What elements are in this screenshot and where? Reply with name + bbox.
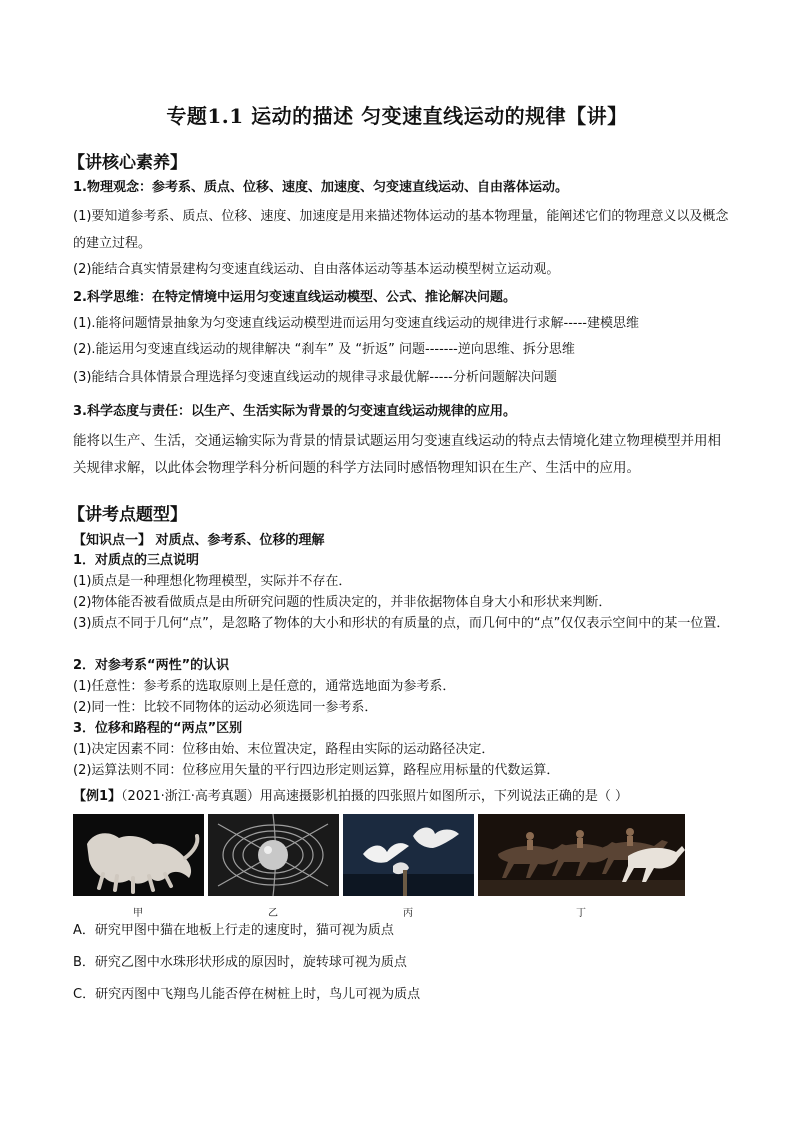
photo-jia-cat xyxy=(73,814,204,896)
caption-ding: 丁 xyxy=(576,908,586,919)
kaodian-line-2: (1)质点是一种理想化物理模型，实际并不存在． xyxy=(73,574,352,589)
photo-bing-birds xyxy=(343,814,474,896)
core-line-4: 2.科学思维：在特定情境中运用匀变速直线运动模型、公式、推论解决问题。 xyxy=(73,290,516,305)
section-heading-core: 【讲核心素养】 xyxy=(68,153,187,173)
kaodian-line-9: (1)决定因素不同：位移由始、末位置决定，路程由实际的运动路径决定． xyxy=(73,742,495,757)
core-line-1: 1.物理观念：参考系、质点、位移、速度、加速度、匀变速直线运动、自由落体运动。 xyxy=(73,180,568,195)
kaodian-line-7: (2)同一性：比较不同物体的运动必须选同一参考系． xyxy=(73,700,378,715)
example-question xyxy=(73,789,733,805)
caption-jia: 甲 xyxy=(133,908,143,919)
core-line-9: 能将以生产、生活，交通运输实际为背景的情景试题运用匀变速直线运动的特点去情境化建立物理模型并用相关规律求解，以此体会物理学科分析问题的科学方法同时感悟物理知识在生产、生活中的应用。 xyxy=(73,433,721,476)
core-line-6: (2).能运用匀变速直线运动的规律解决 “刹车” 及 “折返” 问题-------逆向思维、拆分思维 xyxy=(73,342,575,357)
caption-yi: 乙 xyxy=(268,908,278,919)
kaodian-line-1: 1．对质点的三点说明 xyxy=(73,553,200,568)
core-line-3: (2)能结合真实情景建构匀变速直线运动、自由落体运动等基本运动模型树立运动观。 xyxy=(73,262,560,277)
option-a: A．研究甲图中猫在地板上行走的速度时，猫可视为质点 xyxy=(73,923,394,938)
kaodian-line-6: (1)任意性：参考系的选取原则上是任意的，通常选地面为参考系． xyxy=(73,679,456,694)
kaodian-line-4: (3)质点不同于几何“点”，是忽略了物体的大小和形状的有质量的点，而几何中的“点”仅仅表示空间中的某一位置． xyxy=(73,616,730,631)
caption-bing: 丙 xyxy=(403,908,413,919)
kaodian-line-3: (2)物体能否被看做质点是由所研究问题的性质决定的，并非依据物体自身大小和形状来判断． xyxy=(73,595,612,610)
knowledge-point-heading: 【知识点一】 对质点、参考系、位移的理解 xyxy=(73,533,325,548)
kaodian-line-5: 2．对参考系“两性”的认识 xyxy=(73,658,230,673)
example-text: （2021·浙江·高考真题）用高速摄影机拍摄的四张照片如图所示，下列说法正确的是（ ） xyxy=(121,789,629,804)
core-line-2: (1)要知道参考系、质点、位移、速度、加速度是用来描述物体运动的基本物理量，能阐述它们的物理意义以及概念的建立过程。 xyxy=(73,209,729,251)
core-line-7: (3)能结合具体情景合理选择匀变速直线运动的规律寻求最优解-----分析问题解决问题 xyxy=(73,370,557,385)
kaodian-line-8: 3．位移和路程的“两点”区别 xyxy=(73,721,243,736)
option-c: C．研究丙图中飞翔鸟儿能否停在树桩上时，鸟儿可视为质点 xyxy=(73,987,421,1002)
page-title: 专题1.1 运动的描述 匀变速直线运动的规律【讲】 xyxy=(166,104,628,128)
section-heading-kaodian: 【讲考点题型】 xyxy=(68,505,187,525)
photo-ding-horse-rider xyxy=(478,814,685,896)
core-line-5: (1).能将问题情景抽象为匀变速直线运动模型进而运用匀变速直线运动的规律进行求解-----建模思维 xyxy=(73,316,640,331)
kaodian-line-10: (2)运算法则不同：位移应用矢量的平行四边形定则运算，路程应用标量的代数运算． xyxy=(73,763,560,778)
example-label: 【例1】 xyxy=(73,789,122,804)
option-b: B．研究乙图中水珠形状形成的原因时，旋转球可视为质点 xyxy=(73,955,407,970)
photo-yi-spinning-ball xyxy=(208,814,339,896)
core-line-8: 3.科学态度与责任：以生产、生活实际为背景的匀变速直线运动规律的应用。 xyxy=(73,404,516,419)
